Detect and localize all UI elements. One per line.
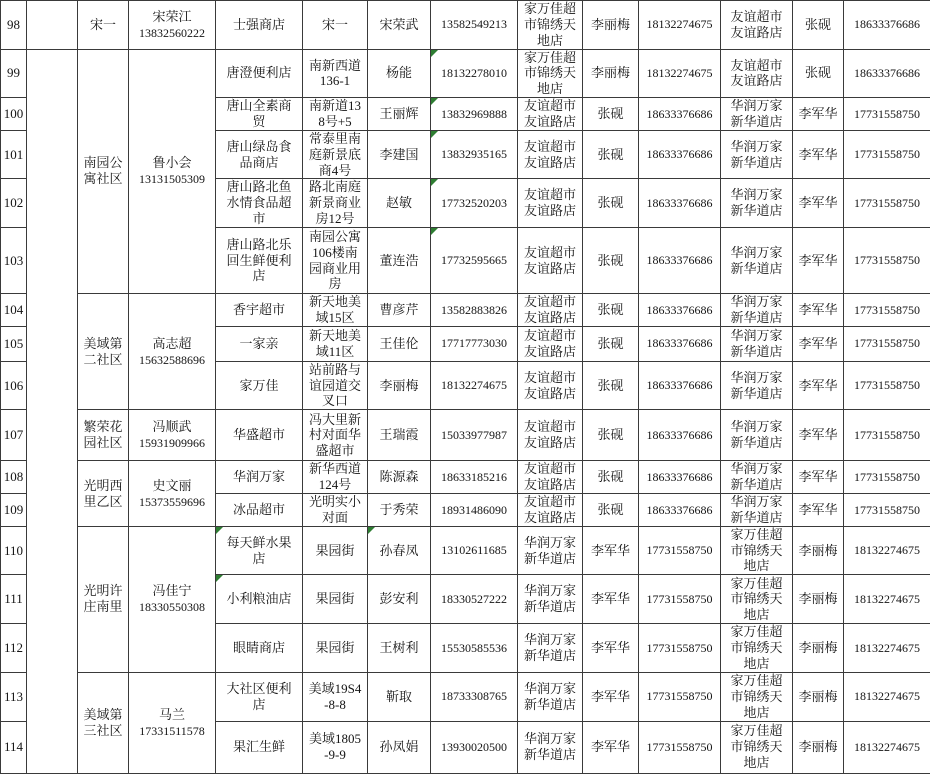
- cell-supermarket-2[interactable]: 华润万家新华道店: [721, 228, 793, 294]
- cell-supermarket-2-contact[interactable]: 李军华: [793, 461, 844, 494]
- community-leader-name: 冯佳宁: [152, 583, 191, 598]
- cell-supermarket-1-phone[interactable]: 18633376686: [639, 461, 721, 494]
- row-number[interactable]: 111: [1, 575, 27, 624]
- table-row: [1, 526, 930, 575]
- cell-shop-contact[interactable]: 王瑞霞: [368, 410, 431, 461]
- cell-supermarket-2[interactable]: 华润万家新华道店: [721, 294, 793, 327]
- cell-community-leader[interactable]: [129, 672, 216, 773]
- green-corner-marker-icon: [431, 228, 438, 235]
- cell-supermarket-2[interactable]: 华润万家新华道店: [721, 326, 793, 361]
- community-leader-name: 宋荣江: [152, 9, 191, 24]
- cell-supermarket-2-contact[interactable]: 李军华: [793, 294, 844, 327]
- cell-supermarket-2-contact[interactable]: 李丽梅: [793, 624, 844, 673]
- cell-shop-phone[interactable]: 13582549213: [431, 1, 518, 50]
- community-leader-name: 史文丽: [152, 478, 191, 493]
- cell-shop-name[interactable]: 唐山全素商贸: [216, 98, 303, 131]
- cell-shop-contact[interactable]: 靳取: [368, 672, 431, 721]
- cell-supermarket-2[interactable]: 华润万家新华道店: [721, 361, 793, 410]
- cell-shop-phone[interactable]: 13102611685: [431, 526, 518, 575]
- cell-supermarket-1[interactable]: 友谊超市友谊路店: [518, 179, 583, 228]
- cell-supermarket-2-contact[interactable]: 张砚: [793, 1, 844, 50]
- row-number[interactable]: 114: [1, 721, 27, 773]
- table-row: [1, 672, 930, 721]
- cell-supermarket-2-phone[interactable]: 17731558750: [844, 494, 930, 527]
- cell-shop-name[interactable]: 冰品超市: [216, 494, 303, 527]
- cell-supermarket-1-contact[interactable]: 李军华: [583, 721, 639, 773]
- cell-supermarket-2-phone[interactable]: 18132274675: [844, 624, 930, 673]
- cell-shop-address[interactable]: 新天地美域15区: [303, 294, 368, 327]
- cell-supermarket-2[interactable]: 家万佳超市锦绣天地店: [721, 721, 793, 773]
- cell-supermarket-1-contact[interactable]: 张砚: [583, 494, 639, 527]
- cell-supermarket-2-phone[interactable]: 17731558750: [844, 361, 930, 410]
- cell-shop-name[interactable]: 华盛超市: [216, 410, 303, 461]
- cell-supermarket-2[interactable]: 友谊超市友谊路店: [721, 1, 793, 50]
- row-number[interactable]: 103: [1, 228, 27, 294]
- row-number[interactable]: 100: [1, 98, 27, 131]
- cell-supermarket-2-phone[interactable]: 17731558750: [844, 179, 930, 228]
- cell-supermarket-1[interactable]: 友谊超市友谊路店: [518, 326, 583, 361]
- cell-shop-phone[interactable]: 13832935165: [431, 130, 518, 179]
- community-leader-phone: 15632588696: [139, 353, 205, 367]
- cell-shop-contact[interactable]: 孙春凤: [368, 526, 431, 575]
- row-number[interactable]: 101: [1, 130, 27, 179]
- table-row: [1, 294, 930, 327]
- cell-shop-name[interactable]: 唐山路北鱼水情食品超市: [216, 179, 303, 228]
- community-leader-phone: 15373559696: [139, 495, 205, 509]
- cell-supermarket-1-contact[interactable]: 张砚: [583, 294, 639, 327]
- community-leader-phone: 18330550308: [139, 600, 205, 614]
- cell-community[interactable]: 光明西里乙区: [78, 461, 129, 526]
- cell-supermarket-2[interactable]: 华润万家新华道店: [721, 410, 793, 461]
- cell-shop-phone[interactable]: 15033977987: [431, 410, 518, 461]
- cell-shop-phone[interactable]: 18931486090: [431, 494, 518, 527]
- cell-supermarket-1[interactable]: 华润万家新华道店: [518, 526, 583, 575]
- cell-shop-contact[interactable]: 宋荣武: [368, 1, 431, 50]
- cell-shop-phone[interactable]: 17717773030: [431, 326, 518, 361]
- cell-shop-phone[interactable]: 17732520203: [431, 179, 518, 228]
- community-leader-phone: 13131505309: [139, 172, 205, 186]
- row-number[interactable]: 106: [1, 361, 27, 410]
- cell-shop-name[interactable]: 家万佳: [216, 361, 303, 410]
- cell-supermarket-1-phone[interactable]: 18633376686: [639, 494, 721, 527]
- cell-shop-contact[interactable]: 孙凤娟: [368, 721, 431, 773]
- cell-supermarket-1-contact[interactable]: 张砚: [583, 461, 639, 494]
- cell-supermarket-2-phone[interactable]: 17731558750: [844, 130, 930, 179]
- cell-supermarket-1-phone[interactable]: 17731558750: [639, 721, 721, 773]
- cell-supermarket-2-contact[interactable]: 李军华: [793, 228, 844, 294]
- cell-supermarket-1[interactable]: 华润万家新华道店: [518, 721, 583, 773]
- cell-shop-name[interactable]: 华润万家: [216, 461, 303, 494]
- cell-supermarket-2-contact[interactable]: 李丽梅: [793, 672, 844, 721]
- community-leader-name: 鲁小会: [152, 155, 191, 170]
- cell-shop-contact[interactable]: 杨能: [368, 49, 431, 98]
- community-leader-name: 马兰: [159, 707, 185, 722]
- cell-shop-name[interactable]: 果汇生鲜: [216, 721, 303, 773]
- cell-shop-contact[interactable]: 李建国: [368, 130, 431, 179]
- cell-supermarket-2-phone[interactable]: 18132274675: [844, 526, 930, 575]
- cell-supermarket-1-contact[interactable]: 李军华: [583, 624, 639, 673]
- table-row: [1, 410, 930, 461]
- community-leader-name: 高志超: [152, 336, 191, 351]
- cell-supermarket-2-contact[interactable]: 张砚: [793, 49, 844, 98]
- cell-supermarket-1[interactable]: 友谊超市友谊路店: [518, 461, 583, 494]
- cell-supermarket-1-phone[interactable]: 17731558750: [639, 672, 721, 721]
- cell-community[interactable]: 繁荣花园社区: [78, 410, 129, 461]
- green-corner-marker-icon: [431, 98, 438, 105]
- cell-shop-contact[interactable]: 王树利: [368, 624, 431, 673]
- cell-supermarket-1[interactable]: 友谊超市友谊路店: [518, 494, 583, 527]
- cell-supermarket-2[interactable]: 家万佳超市锦绣天地店: [721, 526, 793, 575]
- row-number[interactable]: 112: [1, 624, 27, 673]
- cell-supermarket-1-phone[interactable]: 18633376686: [639, 294, 721, 327]
- cell-supermarket-1-phone[interactable]: 17731558750: [639, 526, 721, 575]
- cell-supermarket-2-phone[interactable]: 17731558750: [844, 326, 930, 361]
- cell-shop-contact[interactable]: 曹彦芹: [368, 294, 431, 327]
- cell-supermarket-1[interactable]: 家万佳超市锦绣天地店: [518, 49, 583, 98]
- cell-shop-address[interactable]: 果园街: [303, 624, 368, 673]
- cell-shop-name[interactable]: 小利粮油店: [216, 575, 303, 624]
- cell-shop-address[interactable]: 美域19S4-8-8: [303, 672, 368, 721]
- cell-supermarket-2[interactable]: 家万佳超市锦绣天地店: [721, 575, 793, 624]
- cell-shop-contact[interactable]: 陈源森: [368, 461, 431, 494]
- cell-shop-contact[interactable]: 董连浩: [368, 228, 431, 294]
- row-number[interactable]: 108: [1, 461, 27, 494]
- cell-supermarket-2-phone[interactable]: 17731558750: [844, 294, 930, 327]
- cell-supermarket-1-contact[interactable]: 张砚: [583, 361, 639, 410]
- cell-supermarket-1-contact[interactable]: 李丽梅: [583, 49, 639, 98]
- cell-supermarket-2-phone[interactable]: 18132274675: [844, 721, 930, 773]
- cell-supermarket-1[interactable]: 友谊超市友谊路店: [518, 361, 583, 410]
- cell-supermarket-1-phone[interactable]: 18633376686: [639, 179, 721, 228]
- community-leader-phone: 13832560222: [139, 26, 205, 40]
- cell-supermarket-2-phone[interactable]: 18132274675: [844, 575, 930, 624]
- cell-community[interactable]: 光明许庄南里: [78, 526, 129, 672]
- cell-supermarket-2-phone[interactable]: 18132274675: [844, 672, 930, 721]
- cell-community-leader[interactable]: [129, 294, 216, 410]
- cell-community-leader[interactable]: [129, 1, 216, 50]
- cell-shop-contact[interactable]: 王丽辉: [368, 98, 431, 131]
- cell-community-leader[interactable]: [129, 410, 216, 461]
- cell-community[interactable]: 南园公寓社区: [78, 49, 129, 293]
- green-corner-marker-icon: [431, 179, 438, 186]
- cell-supermarket-2-contact[interactable]: 李军华: [793, 179, 844, 228]
- cell-community[interactable]: 美域第三社区: [78, 672, 129, 773]
- cell-shop-address[interactable]: 光明实小对面: [303, 494, 368, 527]
- cell-supermarket-1[interactable]: 华润万家新华道店: [518, 672, 583, 721]
- cell-shop-address[interactable]: 新华西道124号: [303, 461, 368, 494]
- row-number[interactable]: 99: [1, 49, 27, 98]
- spacer-cell[interactable]: [27, 49, 78, 773]
- row-number[interactable]: 109: [1, 494, 27, 527]
- cell-shop-address[interactable]: 站前路与谊园道交叉口: [303, 361, 368, 410]
- cell-supermarket-2-contact[interactable]: 李丽梅: [793, 575, 844, 624]
- cell-supermarket-1-contact[interactable]: 李军华: [583, 575, 639, 624]
- cell-shop-address[interactable]: 果园街: [303, 526, 368, 575]
- table-body: [1, 1, 930, 774]
- cell-supermarket-1-phone[interactable]: 18633376686: [639, 98, 721, 131]
- cell-shop-address[interactable]: 冯大里新村对面华盛超市: [303, 410, 368, 461]
- green-corner-marker-icon: [431, 50, 438, 57]
- cell-supermarket-2[interactable]: 华润万家新华道店: [721, 494, 793, 527]
- cell-supermarket-1-contact[interactable]: 李丽梅: [583, 1, 639, 50]
- cell-shop-name[interactable]: 香宇超市: [216, 294, 303, 327]
- cell-supermarket-2-phone[interactable]: 17731558750: [844, 98, 930, 131]
- cell-shop-address[interactable]: 新天地美域11区: [303, 326, 368, 361]
- row-number[interactable]: 104: [1, 294, 27, 327]
- cell-supermarket-1-contact[interactable]: 张砚: [583, 326, 639, 361]
- cell-supermarket-1[interactable]: 友谊超市友谊路店: [518, 228, 583, 294]
- row-number[interactable]: 107: [1, 410, 27, 461]
- cell-shop-address[interactable]: 南新西道136-1: [303, 49, 368, 98]
- cell-supermarket-2[interactable]: 家万佳超市锦绣天地店: [721, 624, 793, 673]
- cell-supermarket-1-contact[interactable]: 张砚: [583, 228, 639, 294]
- cell-shop-name[interactable]: 一家亲: [216, 326, 303, 361]
- cell-shop-name[interactable]: 唐山绿岛食品商店: [216, 130, 303, 179]
- cell-supermarket-2-contact[interactable]: 李丽梅: [793, 721, 844, 773]
- cell-supermarket-1-phone[interactable]: 18633376686: [639, 361, 721, 410]
- cell-shop-contact[interactable]: 王佳伦: [368, 326, 431, 361]
- cell-shop-phone[interactable]: 13582883826: [431, 294, 518, 327]
- table-row: [1, 461, 930, 494]
- cell-shop-phone[interactable]: 18132274675: [431, 361, 518, 410]
- cell-supermarket-1[interactable]: 友谊超市友谊路店: [518, 98, 583, 131]
- cell-shop-address[interactable]: 常泰里南庭新景底商4号: [303, 130, 368, 179]
- cell-shop-name[interactable]: 每天鲜水果店: [216, 526, 303, 575]
- cell-shop-address[interactable]: 南园公寓106楼南园商业用房: [303, 228, 368, 294]
- spacer-cell[interactable]: [27, 1, 78, 50]
- cell-supermarket-2[interactable]: 华润万家新华道店: [721, 130, 793, 179]
- row-number[interactable]: 102: [1, 179, 27, 228]
- row-number[interactable]: 98: [1, 1, 27, 50]
- cell-supermarket-1-phone[interactable]: 17731558750: [639, 624, 721, 673]
- cell-shop-name[interactable]: 士强商店: [216, 1, 303, 50]
- green-corner-marker-icon: [216, 527, 223, 534]
- cell-supermarket-1[interactable]: 友谊超市友谊路店: [518, 130, 583, 179]
- cell-supermarket-2-contact[interactable]: 李军华: [793, 130, 844, 179]
- cell-supermarket-2-phone[interactable]: 17731558750: [844, 228, 930, 294]
- cell-supermarket-1[interactable]: 家万佳超市锦绣天地店: [518, 1, 583, 50]
- green-corner-marker-icon: [368, 527, 375, 534]
- cell-shop-contact[interactable]: 李丽梅: [368, 361, 431, 410]
- table-row: [1, 1, 930, 50]
- cell-supermarket-2[interactable]: 华润万家新华道店: [721, 179, 793, 228]
- community-leader-phone: 17331511578: [139, 724, 205, 738]
- cell-supermarket-2-phone[interactable]: 17731558750: [844, 410, 930, 461]
- cell-supermarket-2-contact[interactable]: 李军华: [793, 326, 844, 361]
- community-leader-name: 冯顺武: [152, 419, 191, 434]
- cell-community-leader[interactable]: [129, 461, 216, 526]
- cell-shop-contact[interactable]: 于秀荣: [368, 494, 431, 527]
- cell-supermarket-2[interactable]: 华润万家新华道店: [721, 98, 793, 131]
- cell-shop-phone[interactable]: 18132278010: [431, 49, 518, 98]
- cell-community-leader[interactable]: [129, 526, 216, 672]
- green-corner-marker-icon: [431, 131, 438, 138]
- cell-shop-contact[interactable]: 彭安利: [368, 575, 431, 624]
- cell-shop-phone[interactable]: 18330527222: [431, 575, 518, 624]
- cell-community-leader[interactable]: [129, 49, 216, 293]
- cell-supermarket-1-phone[interactable]: 18633376686: [639, 326, 721, 361]
- cell-supermarket-1-phone[interactable]: 18633376686: [639, 228, 721, 294]
- cell-shop-contact[interactable]: 赵敏: [368, 179, 431, 228]
- cell-supermarket-2-phone[interactable]: 18633376686: [844, 49, 930, 98]
- cell-shop-phone[interactable]: 13930020500: [431, 721, 518, 773]
- cell-shop-phone[interactable]: 15530585536: [431, 624, 518, 673]
- cell-shop-phone[interactable]: 13832969888: [431, 98, 518, 131]
- cell-supermarket-2-contact[interactable]: 李军华: [793, 410, 844, 461]
- table-row: [1, 49, 930, 98]
- cell-shop-address[interactable]: 美域1805-9-9: [303, 721, 368, 773]
- cell-supermarket-2-phone[interactable]: 18633376686: [844, 1, 930, 50]
- cell-supermarket-1[interactable]: 友谊超市友谊路店: [518, 294, 583, 327]
- cell-supermarket-1-contact[interactable]: 张砚: [583, 410, 639, 461]
- cell-supermarket-2-contact[interactable]: 李军华: [793, 494, 844, 527]
- cell-supermarket-2[interactable]: 家万佳超市锦绣天地店: [721, 672, 793, 721]
- cell-supermarket-1-phone[interactable]: 17731558750: [639, 575, 721, 624]
- cell-supermarket-1-contact[interactable]: 张砚: [583, 98, 639, 131]
- row-number[interactable]: 113: [1, 672, 27, 721]
- cell-supermarket-2[interactable]: 华润万家新华道店: [721, 461, 793, 494]
- cell-shop-address[interactable]: 南新道138号+5: [303, 98, 368, 131]
- cell-shop-name[interactable]: 大社区便利店: [216, 672, 303, 721]
- cell-supermarket-2-phone[interactable]: 17731558750: [844, 461, 930, 494]
- cell-supermarket-2[interactable]: 友谊超市友谊路店: [721, 49, 793, 98]
- cell-supermarket-2-contact[interactable]: 李丽梅: [793, 526, 844, 575]
- cell-shop-name[interactable]: 唐山路北乐回生鲜便利店: [216, 228, 303, 294]
- cell-supermarket-1-contact[interactable]: 李军华: [583, 672, 639, 721]
- cell-supermarket-1[interactable]: 华润万家新华道店: [518, 624, 583, 673]
- cell-shop-phone[interactable]: 18633185216: [431, 461, 518, 494]
- cell-community[interactable]: 宋一: [78, 1, 129, 50]
- cell-shop-address[interactable]: 果园街: [303, 575, 368, 624]
- cell-community[interactable]: 美域第二社区: [78, 294, 129, 410]
- cell-shop-name[interactable]: 唐澄便利店: [216, 49, 303, 98]
- cell-supermarket-1-phone[interactable]: 18633376686: [639, 130, 721, 179]
- green-corner-marker-icon: [216, 575, 223, 582]
- cell-supermarket-1-contact[interactable]: 张砚: [583, 130, 639, 179]
- cell-supermarket-1-phone[interactable]: 18132274675: [639, 49, 721, 98]
- cell-supermarket-2-contact[interactable]: 李军华: [793, 98, 844, 131]
- cell-shop-phone[interactable]: 17732595665: [431, 228, 518, 294]
- cell-supermarket-1-contact[interactable]: 张砚: [583, 179, 639, 228]
- cell-shop-phone[interactable]: 18733308765: [431, 672, 518, 721]
- community-leader-phone: 15931909966: [139, 436, 205, 450]
- cell-shop-address[interactable]: 路北南庭新景商业房12号: [303, 179, 368, 228]
- cell-shop-address[interactable]: 宋一: [303, 1, 368, 50]
- row-number[interactable]: 110: [1, 526, 27, 575]
- cell-supermarket-1-phone[interactable]: 18633376686: [639, 410, 721, 461]
- cell-supermarket-1-contact[interactable]: 李军华: [583, 526, 639, 575]
- cell-supermarket-1[interactable]: 华润万家新华道店: [518, 575, 583, 624]
- row-number[interactable]: 105: [1, 326, 27, 361]
- cell-shop-name[interactable]: 眼睛商店: [216, 624, 303, 673]
- cell-supermarket-1-phone[interactable]: 18132274675: [639, 1, 721, 50]
- cell-supermarket-1[interactable]: 友谊超市友谊路店: [518, 410, 583, 461]
- cell-supermarket-2-contact[interactable]: 李军华: [793, 361, 844, 410]
